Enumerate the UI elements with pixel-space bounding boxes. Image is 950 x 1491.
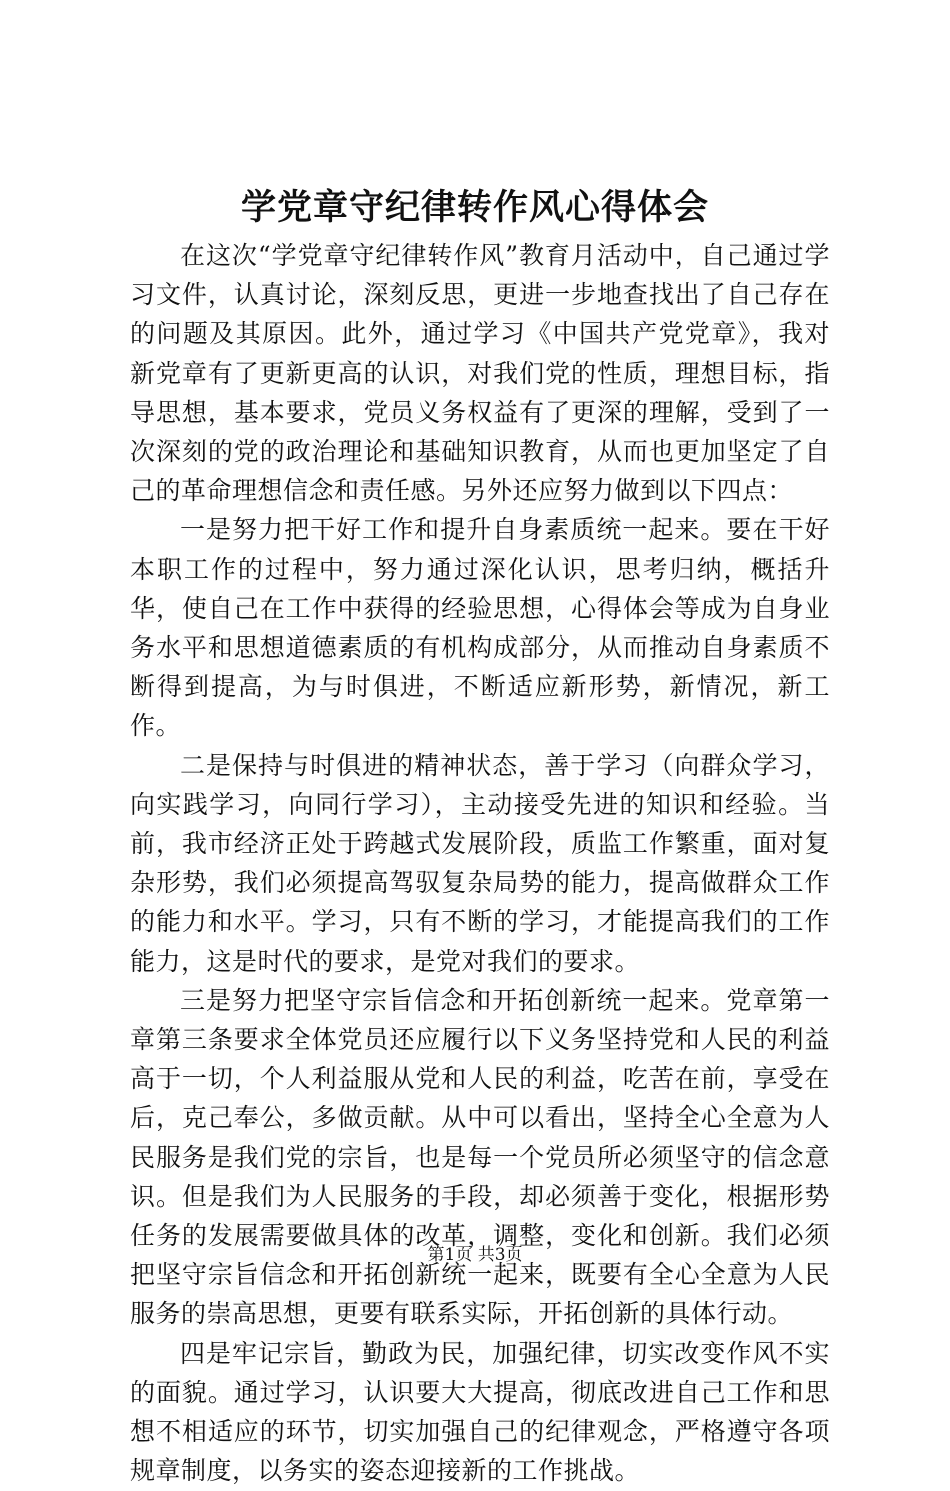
paragraph-point-two: 二是保持与时俱进的精神状态，善于学习（向群众学习，向实践学习，向同行学习），主动接受先进的知识和经验。当前，我市经济正处于跨越式发展阶段，质监工作繁重，面对复杂形势，我们必须提高驾驭复杂局势的能力，提高做群众工作的能力和水平。学习，只有不断的学习，才能提高我们的工作能力，这是时代的要求，是党对我们的要求。	[130, 750, 830, 976]
document-body	[130, 236, 830, 1491]
paragraph-intro: 在这次“学党章守纪律转作风”教育月活动中，自己通过学习文件，认真讨论，深刻反思，更进一步地查找出了自己存在的问题及其原因。此外，通过学习《中国共产党党章》，我对新党章有了更新更高的认识，对我们党的性质，理想目标，指导思想，基本要求，党员义务权益有了更深的理解，受到了一次深刻的党的政治理论和基础知识教育，从而也更加坚定了自己的革命理想信念和责任感。另外还应努力做到以下四点：	[130, 241, 830, 506]
page-number-footer: 第1页 共3页	[427, 1245, 523, 1265]
document-title: 学党章守纪律转作风心得体会	[240, 187, 709, 228]
paragraph-point-one: 一是努力把干好工作和提升自身素质统一起来。要在干好本职工作的过程中，努力通过深化认识，思考归纳，概括升华，使自己在工作中获得的经验思想，心得体会等成为自身业务水平和思想道德素质的有机构成部分，从而推动自身素质不断得到提高，为与时俱进，不断适应新形势，新情况，新工作。	[130, 515, 830, 741]
paragraph-point-four: 四是牢记宗旨，勤政为民，加强纪律，切实改变作风不实的面貌。通过学习，认识要大大提高，彻底改进自己工作和思想不相适应的环节，切实加强自己的纪律观念，严格遵守各项规章制度，以务实的姿态迎接新的工作挑战。	[130, 1338, 830, 1486]
paragraph-point-three: 三是努力把坚守宗旨信念和开拓创新统一起来。党章第一章第三条要求全体党员还应履行以下义务坚持党和人民的利益高于一切，个人利益服从党和人民的利益，吃苦在前，享受在后，克己奉公，多做贡献。从中可以看出，坚持全心全意为人民服务是我们党的宗旨，也是每一个党员所必须坚守的信念意识。但是我们为人民服务的手段，却必须善于变化，根据形势任务的发展需要做具体的改革，调整，变化和创新。我们必须把坚守宗旨信念和开拓创新统一起来，既要有全心全意为人民服务的崇高思想，更要有联系实际，开拓创新的具体行动。	[130, 985, 830, 1329]
